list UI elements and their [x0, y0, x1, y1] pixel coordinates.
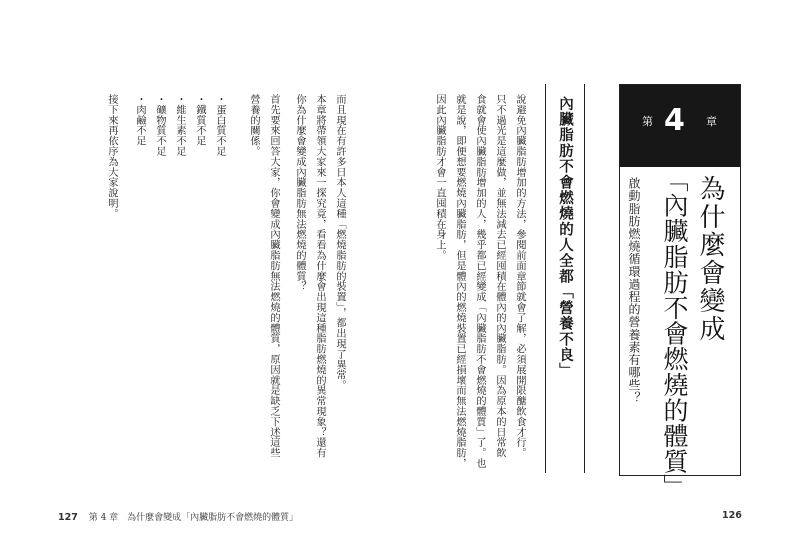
nutrient-bullet-5: ・肉鹼不足: [134, 94, 145, 147]
left-paragraph-1-line-3: 你為什麼會變成內臟脂肪無法燃燒的體質？: [294, 94, 305, 292]
left-paragraph-2-line-2: 營養的關係。: [248, 94, 259, 157]
right-footer: [722, 510, 742, 521]
nutrient-bullet-1: ・蛋白質不足: [214, 94, 225, 157]
section-subtitle-box: [545, 84, 585, 473]
right-body-line-4: 就是說，即便想要燃燒內臟脂肪，但是體內的燃燒裝置已經損壞而無法燃燒脂肪，: [454, 94, 465, 469]
nutrient-bullet-4: ・礦物質不足: [154, 94, 165, 157]
running-head: 第 4 章 為什麼會變成「內臟脂肪不會燃燒的體質」: [88, 513, 299, 523]
right-body-line-3: 食就會使內臟脂肪增加的人，幾乎都已經變成「內臟脂肪不會燃燒的體質」了。也: [474, 94, 485, 469]
nutrient-bullet-2: ・鐵質不足: [194, 94, 205, 147]
section-subtitle: 內臟脂肪不會燃燒的人全都「營養不良」: [557, 96, 573, 379]
right-body-line-5: 因此內臟脂肪才會一直囤積在身上。: [434, 94, 445, 261]
nutrient-bullet-3: ・維生素不足: [174, 94, 185, 157]
chapter-number: 4: [664, 103, 685, 138]
chapter-prefix: 第: [642, 115, 653, 128]
chapter-suffix: 章: [706, 115, 717, 128]
left-closing-line: 接下來再依序為大家說明。: [106, 94, 117, 219]
chapter-number-block: [620, 85, 740, 167]
chapter-box: [619, 84, 741, 500]
chapter-title-line-1: 為什麼會變成: [695, 175, 725, 343]
left-paragraph-1-line-2: 本章將帶領大家來一探究竟，看看為什麼會出現這種脂肪燃燒的異常現象？還有: [314, 94, 325, 458]
right-body-line-2: 只不過光是這麼做，並無法減去已經囤積在體內的內臟脂肪。因為原本的日常飲: [494, 94, 505, 458]
left-paragraph-2-line-1: 首先要來回答大家，你會變成內臟脂肪無法燃燒的體質，原因就是缺乏下述這些: [268, 94, 279, 458]
right-body-line-1: 說避免內臟脂肪增加的方法，參閱前面章節就會了解，必須展開限醣飲食才行。: [514, 94, 525, 458]
left-paragraph-1-line-1: 而且現在有許多日本人這種「燃燒脂肪的裝置」，都出現了異常。: [334, 94, 345, 391]
chapter-title-line-2: 「內臟脂肪不會燃燒的體質」: [660, 167, 689, 500]
left-footer: [58, 510, 298, 523]
page-number-right: 126: [722, 510, 742, 521]
page-number-left: 127: [58, 512, 78, 523]
chapter-lead: 啟動脂肪燃燒循環過程的營養素有哪些？: [627, 177, 641, 404]
